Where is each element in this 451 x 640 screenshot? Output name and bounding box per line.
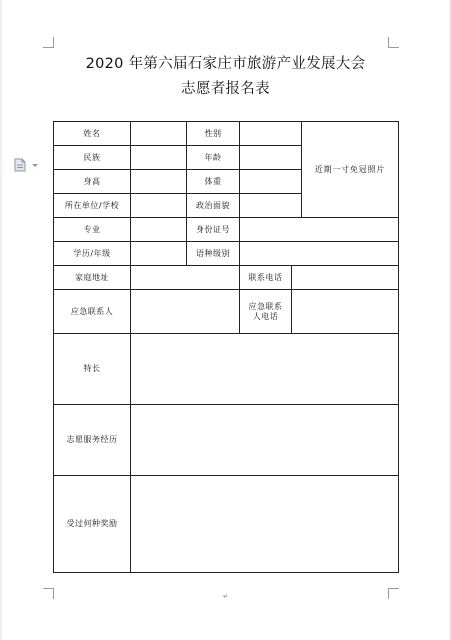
paragraph-mark: ↵ bbox=[222, 593, 229, 600]
emergency-contact-value-cell[interactable] bbox=[131, 290, 240, 334]
phone-label: 联系电话 bbox=[240, 266, 292, 290]
gender-value-cell[interactable] bbox=[240, 122, 302, 146]
height-label: 身高 bbox=[54, 170, 131, 194]
language-label: 语种级别 bbox=[187, 242, 240, 266]
skills-value-cell[interactable] bbox=[131, 334, 399, 405]
height-value-cell[interactable] bbox=[131, 170, 187, 194]
political-status-label: 政治面貌 bbox=[187, 194, 240, 218]
language-value-cell[interactable] bbox=[240, 242, 399, 266]
emergency-phone-label-line2: 人电话 bbox=[252, 311, 279, 321]
age-value-cell[interactable] bbox=[240, 146, 302, 170]
awards-value-cell[interactable] bbox=[131, 476, 399, 573]
work-unit-value-cell[interactable] bbox=[131, 194, 187, 218]
registration-form-table bbox=[53, 121, 399, 573]
work-unit-label: 所在单位/学校 bbox=[54, 194, 131, 218]
skills-label: 特长 bbox=[54, 334, 131, 405]
age-label: 年龄 bbox=[187, 146, 240, 170]
political-status-value-cell[interactable] bbox=[240, 194, 302, 218]
education-value-cell[interactable] bbox=[131, 242, 187, 266]
address-value-cell[interactable] bbox=[131, 266, 240, 290]
experience-label: 志愿服务经历 bbox=[54, 405, 131, 476]
margin-corner-top-right bbox=[388, 37, 399, 48]
document-title: 2020 年第六届石家庄市旅游产业发展大会 bbox=[85, 56, 366, 72]
experience-value-cell[interactable] bbox=[131, 405, 399, 476]
margin-corner-top-left bbox=[43, 37, 54, 48]
id-number-label: 身份证号 bbox=[187, 218, 240, 242]
gender-label: 性别 bbox=[187, 122, 240, 146]
awards-label: 受过何种奖励 bbox=[54, 476, 131, 573]
emergency-phone-label bbox=[240, 290, 292, 334]
weight-label: 体重 bbox=[187, 170, 240, 194]
major-value-cell[interactable] bbox=[131, 218, 187, 242]
photo-area[interactable]: 近期一寸免冠照片 bbox=[302, 122, 399, 218]
id-number-value-cell[interactable] bbox=[240, 218, 399, 242]
weight-value-cell[interactable] bbox=[240, 170, 302, 194]
ethnicity-value-cell[interactable] bbox=[131, 146, 187, 170]
emergency-contact-label: 应急联系人 bbox=[54, 290, 131, 334]
education-label: 学历/年级 bbox=[54, 242, 131, 266]
document-subtitle: 志愿者报名表 bbox=[181, 81, 270, 97]
ethnicity-label: 民族 bbox=[54, 146, 131, 170]
address-label: 家庭地址 bbox=[54, 266, 131, 290]
emergency-phone-label-line1: 应急联系 bbox=[248, 301, 283, 311]
name-label: 姓名 bbox=[54, 122, 131, 146]
name-value-cell[interactable] bbox=[131, 122, 187, 146]
phone-value-cell[interactable] bbox=[292, 266, 399, 290]
emergency-phone-value-cell[interactable] bbox=[292, 290, 399, 334]
major-label: 专业 bbox=[54, 218, 131, 242]
document-note-icon[interactable] bbox=[14, 157, 40, 176]
